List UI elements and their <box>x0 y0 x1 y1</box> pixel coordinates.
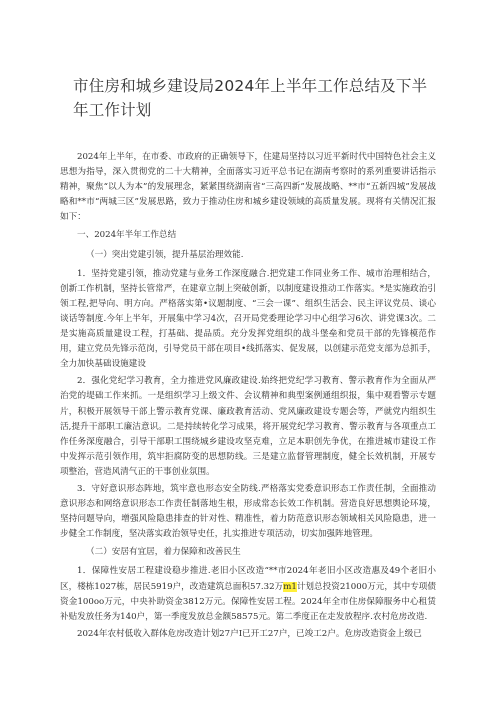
page-title: 市住房和城乡建设局2024年上半年工作总结及下半年工作计划 <box>73 77 428 119</box>
text-run: 1．保障性安居工程建设稳步推进.老旧小区改造“**市2024年老旧小区改造惠及49个老旧小区，楼栋1027栋，居民5919户，改造建筑总面积57.32万 <box>60 566 436 592</box>
section-heading: 一、2024年半年工作总结 <box>77 230 177 241</box>
text-run: 计划总投资21000万元，其中专项债资金100oo万元，中央补助资金3812万元。保障性安居工程。2024年全市住房保障服务中心租赁补贴发放任务为140户，第一季度发放总金额58575元。第二季度正在走发放程序.农村危房改造. <box>60 581 436 622</box>
document-body <box>60 150 436 644</box>
intro-paragraph: 2024年上半年，在市委、市政府的正确领导下，住建局坚持以习近平新时代中国特色社会主义思想为指导，深入贯彻党的二十大精神，全面落实习近平总书记在湖南考察时的系列重要讲话指示精神，聚焦“以人为本”的发展理念，紧紧围绕湖南省“三高四新”发展战略、**市“五新四城”发展战略和**市“两城三区”发展思路，致力于推动住房和城乡建设领域的高质量发展。现将有关情况汇报如下： <box>60 152 436 223</box>
paragraph-party-building: 1．坚持党建引领，推动党建与业务工作深度融合.把党建工作同业务工作、城市治理相结合，创新工作机制，坚持长管常严，在建章立制上突破创新，以制度建设推动工作落实。*是实施政治引领工程,把导向、明方向。严格落实第•议题制度、“三会一课”、组织生活会、民主评议党员、谈心谈话等制度.今年上半年，开展集中学习4次，召开局党委理论学习中心组学习6次、讲党课3次。二是实施高质量建设工程，打基础、提品质。充分发挥党组织的战斗堡垒和党员干部的先锋模范作用，建立党员先锋示范岗，引导党员干部在项目•线抓落实、促发展，以创建示范党支部为总抓手，全力加快基础设施建设 <box>60 268 436 370</box>
paragraph-ideology: 3．守好意识形态阵地，筑牢意也形态安全防线.严格落实党委意识形态工作责任制，全面推动意识形态和网络意识形态工作责任制落地生根，形成常态长效工作机制。营造良好思想舆论环境，坚持问题导向，增强风险隐患排查的针对性、精准性，着力防范意识形态领域相关风险隐患，进一步健全工作制度，坚决落实政治领导史任，扎实推进专项活动，切实加强阵地管理。 <box>60 483 436 540</box>
highlighted-text: m1 <box>283 581 297 592</box>
paragraph-housing-security <box>60 564 436 624</box>
paragraph-rural-housing: 2024年农村低收入群体危房改造计划27户I已开工27户，已竣工2户。危房改造资金上级已 <box>77 628 422 639</box>
subsection-heading: （一）突出党建引领，提升基层治理效能. <box>86 249 244 260</box>
subsection-heading: （二）安居有宜居，着力保障和改善民生 <box>86 547 241 558</box>
paragraph-discipline-education: 2．强化党纪学习教育，全力推进党风廉政建设.始终把党纪学习教育、警示教育作为全面从严治党的堤础工作来抓。一是组织学习上级文件、会议精神和典型案例通组织报，集中观看警示专题片，积极开展领导干部上警示教育党课、廉政教育活动、党风廉政建设专题会等，严就党内组织生活,提升干部职工廉洁意识。二是持续转化学习成果，将开展党纪学习教育、警示教育与各项重点工作任务深度融合，引导干部职工围绕城乡建设攻坚克难，立足本职创先争优，在推进城市建设工作中发挥示范引领作用，筑牢拒腐防变的思想防线。三是建立监督管理制度，健全长效机制，开展专项整治，营造风清气正的干事创业氛围。 <box>60 376 436 477</box>
